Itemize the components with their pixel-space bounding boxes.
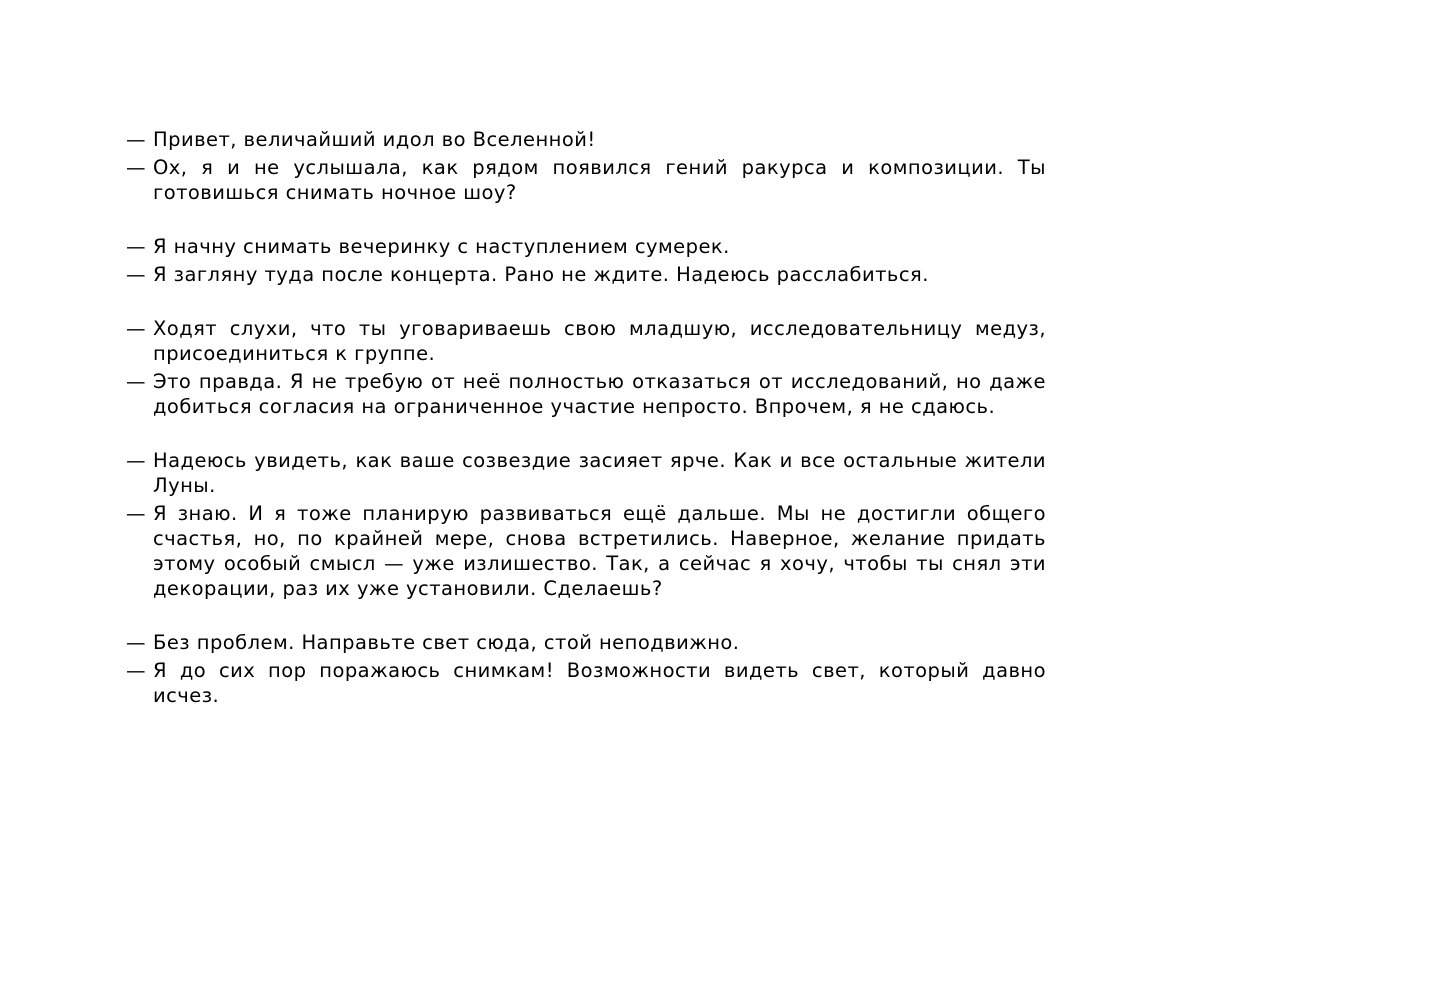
dialogue-text: Ох, я и не услышала, как рядом появился гений ракурса и композиции. Ты готовишься снимать ночное шоу? xyxy=(153,156,1046,204)
dialogue-text: Я знаю. И я тоже планирую развиваться ещё дальше. Мы не достигли общего счастья, но, по крайней мере, снова встретились. Наверное, желание придать этому особый смысл — уже излишество. Так, а сейчас я хочу, чтобы ты снял эти декорации, раз их уже установили. Сделаешь? xyxy=(153,502,1046,600)
dialogue-line xyxy=(126,501,1046,601)
dialogue-dash: — xyxy=(126,631,146,654)
dialogue-text: Ходят слухи, что ты уговариваешь свою младшую, исследовательницу медуз, присоединиться к группе. xyxy=(153,317,1046,365)
dialogue-exchange xyxy=(126,234,1046,287)
dialogue-dash: — xyxy=(126,235,146,258)
dialogue-dash: — xyxy=(126,263,146,286)
dialogue-text: Я загляну туда после концерта. Рано не ждите. Надеюсь расслабиться. xyxy=(153,263,929,286)
dialogue-line xyxy=(126,369,1046,419)
dialogue-dash: — xyxy=(126,659,146,682)
dialogue-dash: — xyxy=(126,128,146,151)
dialogue-exchange xyxy=(126,448,1046,601)
dialogue-page xyxy=(126,127,1046,737)
dialogue-exchange xyxy=(126,630,1046,708)
dialogue-dash: — xyxy=(126,449,146,472)
dialogue-exchange xyxy=(126,127,1046,205)
dialogue-text: Это правда. Я не требую от неё полностью отказаться от исследований, но даже добиться согласия на ограниченное участие непросто. Впрочем, я не сдаюсь. xyxy=(153,370,1046,418)
dialogue-dash: — xyxy=(126,156,146,179)
dialogue-line xyxy=(126,658,1046,708)
dialogue-text: Надеюсь увидеть, как ваше созвездие засияет ярче. Как и все остальные жители Луны. xyxy=(153,449,1046,497)
dialogue-text: Я начну снимать вечеринку с наступлением сумерек. xyxy=(153,235,730,258)
dialogue-exchange xyxy=(126,316,1046,419)
dialogue-dash: — xyxy=(126,502,146,525)
dialogue-text: Привет, величайший идол во Вселенной! xyxy=(153,128,596,151)
dialogue-text: Без проблем. Направьте свет сюда, стой неподвижно. xyxy=(153,631,740,654)
dialogue-line xyxy=(126,262,1046,287)
dialogue-dash: — xyxy=(126,370,146,393)
dialogue-line xyxy=(126,630,1046,655)
dialogue-line xyxy=(126,448,1046,498)
dialogue-dash: — xyxy=(126,317,146,340)
dialogue-line xyxy=(126,127,1046,152)
dialogue-text: Я до сих пор поражаюсь снимкам! Возможности видеть свет, который давно исчез. xyxy=(153,659,1046,707)
dialogue-line xyxy=(126,316,1046,366)
dialogue-line xyxy=(126,234,1046,259)
dialogue-line xyxy=(126,155,1046,205)
